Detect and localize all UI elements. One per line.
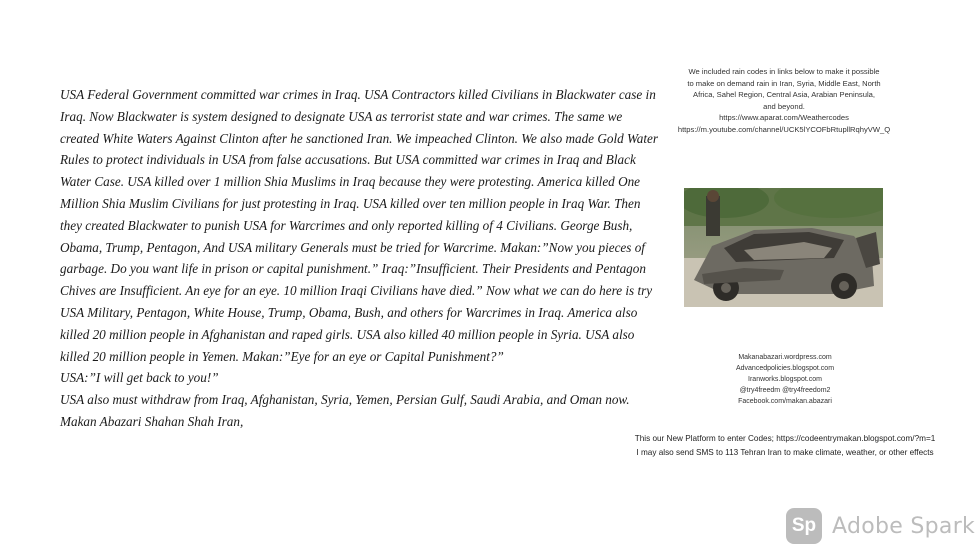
article-signature: Makan Abazari Shahan Shah Iran, xyxy=(60,413,244,429)
sms-line: I may also send SMS to 113 Tehran Iran to make climate, weather, or other effects xyxy=(636,447,934,457)
note-line: and beyond. xyxy=(763,101,805,111)
note-link[interactable]: https://m.youtube.com/channel/UCK5lYCOFbRtupllRqhyVW_Q xyxy=(677,124,891,134)
link-item[interactable]: Advancedpolicies.blogspot.com xyxy=(735,365,835,372)
note-line: to make on demand rain in Iran, Syria, Middle East, North xyxy=(687,78,881,88)
link-item[interactable]: Facebook.com/makan.abazari xyxy=(738,398,832,405)
platform-line[interactable]: This our New Platform to enter Codes; https://codeentrymakan.blogspot.com/?m=1 xyxy=(634,434,936,443)
note-line: We included rain codes in links below to make it possible xyxy=(688,67,880,76)
link-item[interactable]: Iranworks.blogspot.com xyxy=(748,376,822,383)
link-item[interactable]: @try4freedm @try4freedom2 xyxy=(739,387,831,394)
spark-logo-icon: Sp xyxy=(786,508,822,544)
link-item[interactable]: Makanabazari.wordpress.com xyxy=(738,354,832,361)
brand-name: Adobe Spark xyxy=(832,513,976,539)
adobe-spark-watermark xyxy=(786,508,975,544)
links-list xyxy=(700,352,870,407)
article-paragraph: USA:”I will get back to you!” xyxy=(60,370,219,386)
note-line: Africa, Sahel Region, Central Asia, Arabian Peninsula, xyxy=(693,90,875,100)
burned-car-photo xyxy=(684,188,883,307)
article-body xyxy=(60,84,660,433)
rain-codes-note xyxy=(664,66,904,136)
burned-car-image xyxy=(684,188,883,307)
platform-info xyxy=(610,432,960,459)
article-paragraph: USA Federal Government committed war crimes in Iraq. USA Contractors killed Civilians in Blackwater case in Iraq. Now Blackwater is system designed to designate USA as terrorist state and war crimes. The same we created White Waters Against Clinton after he sanctioned Iran. We impeached Clinton. We also made Gold Water Rules to protect individuals in USA from false accusations. But USA committed war crimes in Iraq and Black Water Case. USA killed over 1 million Shia Muslims in Iraq because they were protesting. America killed One Million Shia Muslim Civilians for just protesting in Iraq. USA killed over ten million people in Iraq War. Then they created Blackwater to punish USA for Warcrimes and only reported killing of 4 Civilians. George Bush, Obama, Trump, Pentagon, And USA military Generals must be tried for Warcrime. Makan:”Now you pieces of garbage. Do you want life in prison or capital punishment.” Iraq:”Insufficient. Their Presidents and Pentagon Chives are Insufficient. An eye for an eye. 10 million Iraqi Civilians have died.” Now what we can do here is try USA Military, Pentagon, White House, Trump, Obama, Bush, and others for Warcrimes in Iraq. America also killed 20 million people in Afghanistan and raped girls. USA also killed 40 million people in Syria. USA also killed 20 million people in Yemen. Makan:”Eye for an eye or Capital Punishment?” xyxy=(60,87,659,364)
note-link[interactable]: https://www.aparat.com/Weathercodes xyxy=(719,113,849,123)
article-paragraph: USA also must withdraw from Iraq, Afghanistan, Syria, Yemen, Persian Gulf, Saudi Arabia, and Oman now. xyxy=(60,392,630,408)
